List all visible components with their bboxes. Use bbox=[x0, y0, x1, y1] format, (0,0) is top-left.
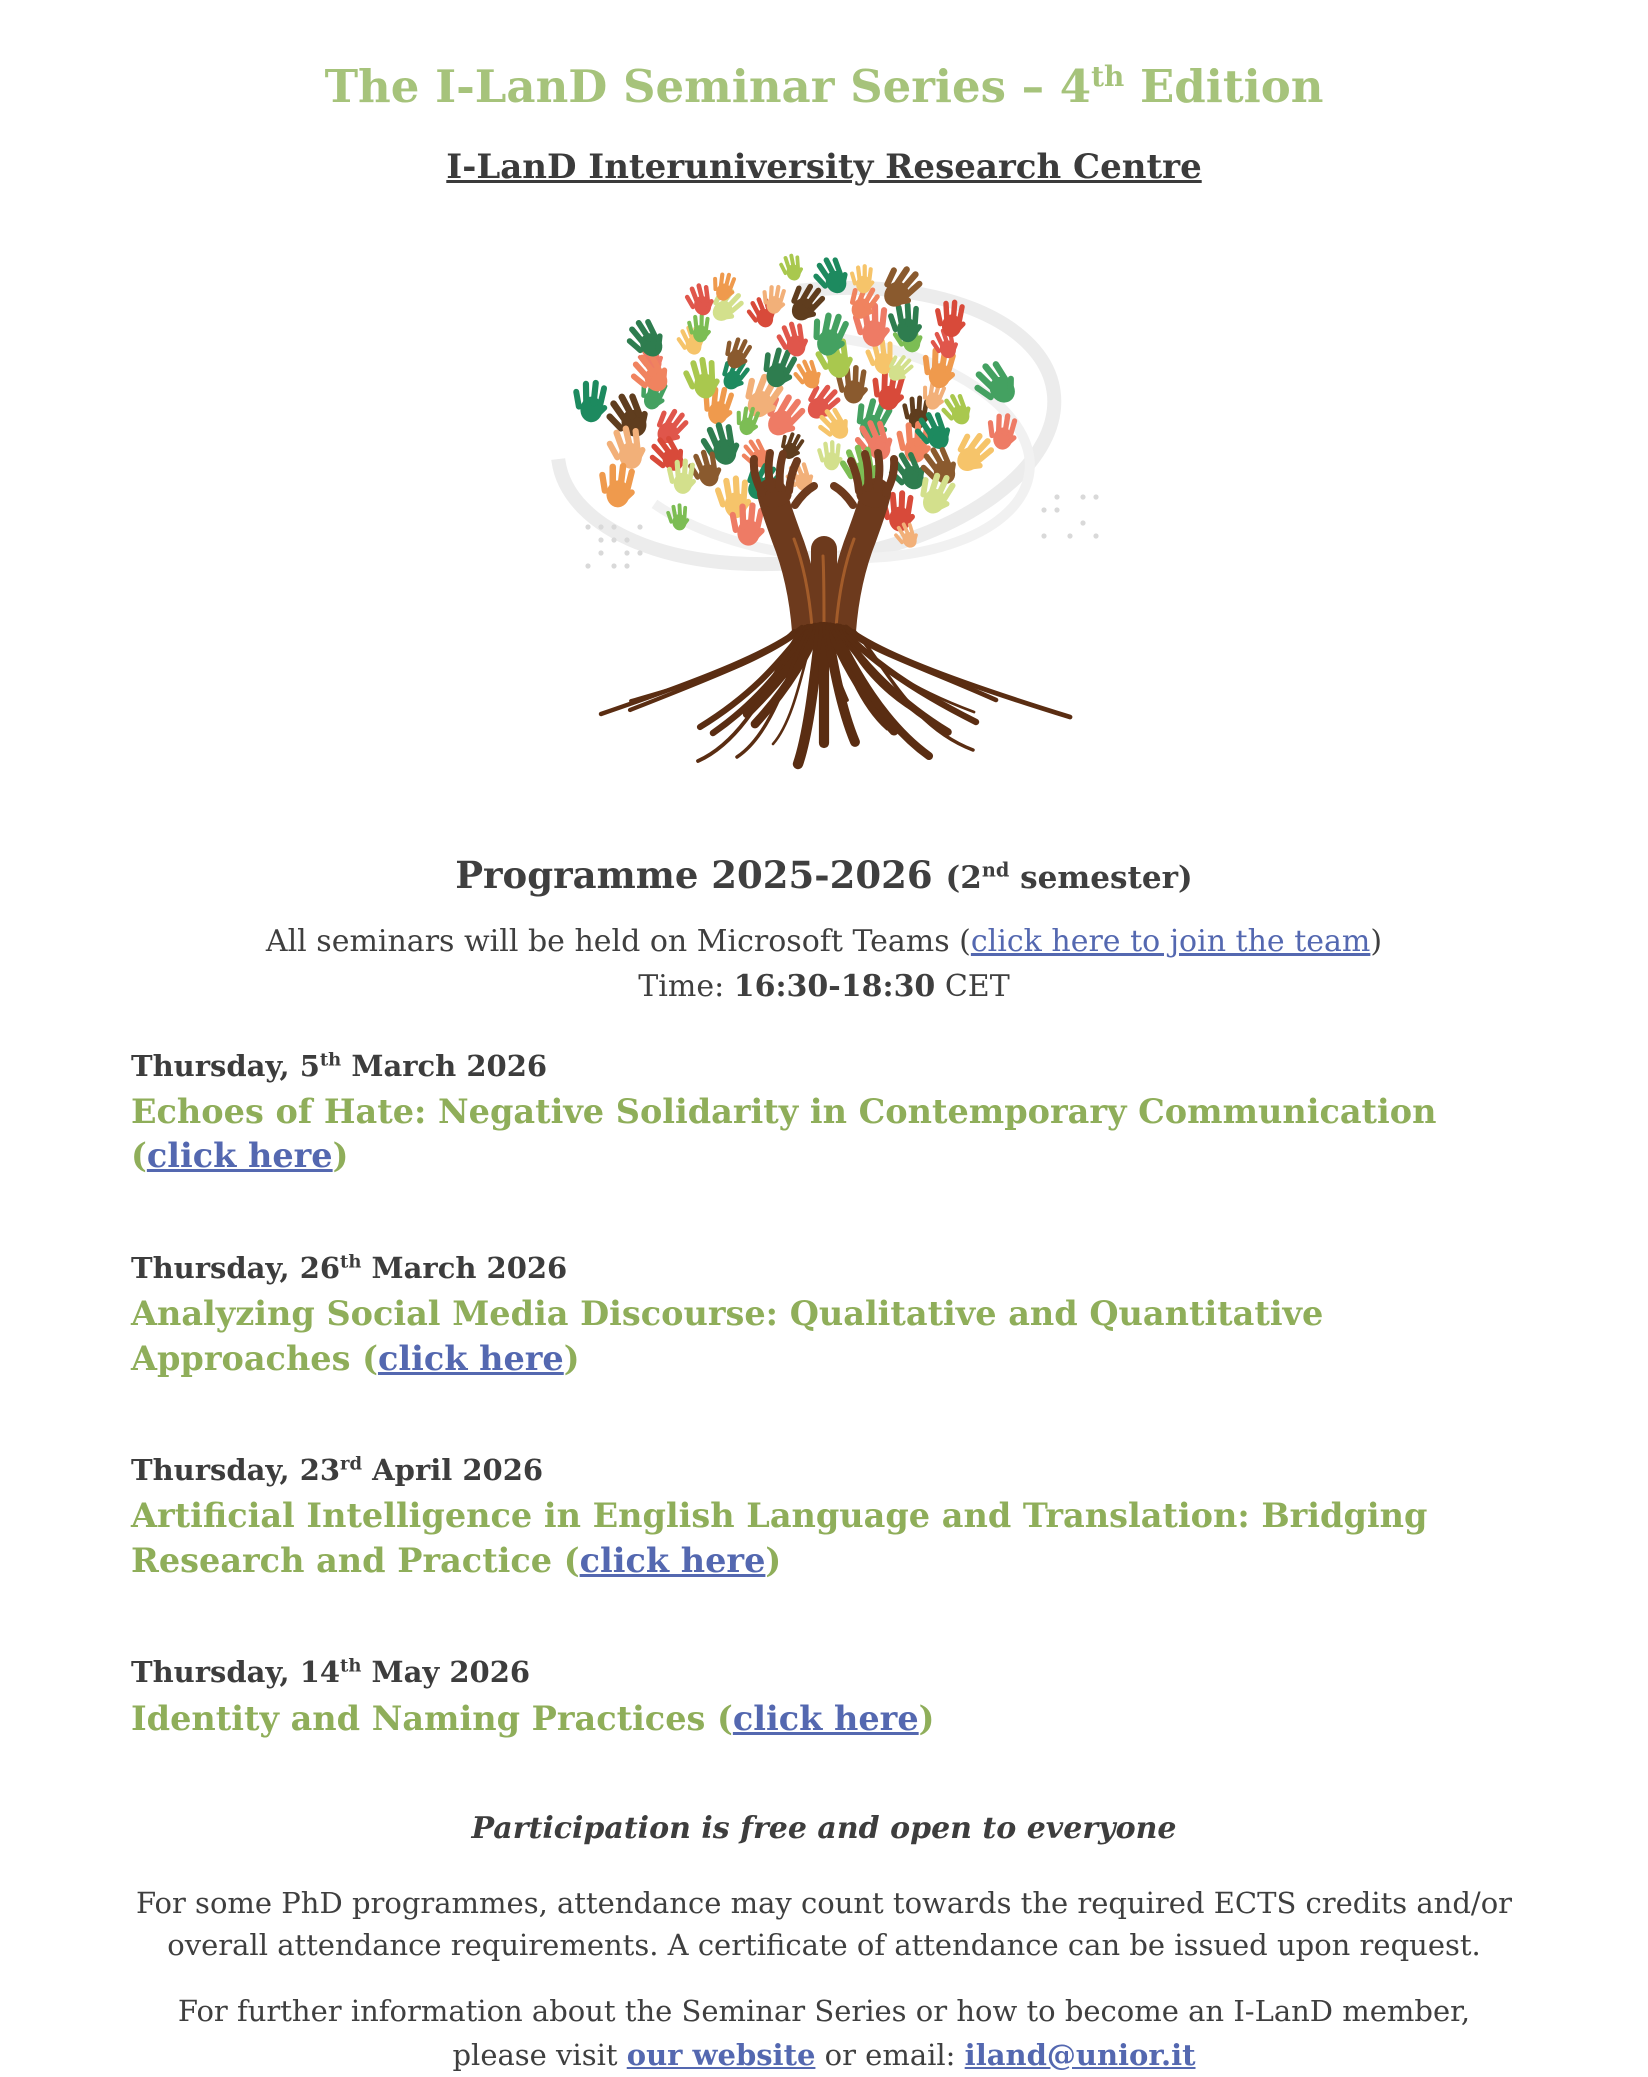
title-text-end: Edition bbox=[1124, 60, 1324, 114]
seminar-title-close: ) bbox=[332, 1136, 349, 1176]
info-text: please visit bbox=[452, 2037, 627, 2072]
seminar-title bbox=[131, 1292, 1517, 1381]
title-ordinal-sup: th bbox=[1091, 60, 1125, 94]
teams-text: All seminars will be held on Microsoft Teams ( bbox=[265, 923, 971, 959]
date-text-end: March 2026 bbox=[341, 1048, 548, 1083]
logo-container bbox=[131, 231, 1517, 791]
seminar-date bbox=[131, 1249, 1517, 1288]
seminar-click-here-link[interactable]: click here bbox=[377, 1338, 564, 1378]
programme-heading bbox=[131, 853, 1517, 897]
programme-heading-main: Programme 2025-2026 bbox=[455, 852, 946, 897]
subtitle bbox=[131, 147, 1517, 187]
seminar-list bbox=[131, 1047, 1517, 1741]
seminar-title-close: ) bbox=[918, 1698, 935, 1738]
seminar-title-text: Echoes of Hate: Negative Solidarity in Contemporary Communication ( bbox=[131, 1091, 1437, 1176]
further-info bbox=[131, 1990, 1517, 2077]
semester-text: semester) bbox=[1009, 859, 1193, 896]
teams-text-close: ) bbox=[1370, 923, 1383, 959]
time-zone: CET bbox=[935, 968, 1010, 1004]
seminar-item-1 bbox=[131, 1047, 1517, 1179]
seminar-title bbox=[131, 1697, 1517, 1742]
participation-note: Participation is free and open to everyone bbox=[471, 1811, 1177, 1847]
date-text-end: March 2026 bbox=[361, 1251, 568, 1286]
teams-sentence bbox=[131, 919, 1517, 964]
seminar-title-text: Artificial Intelligence in English Language and Translation: Bridging Research and Practice ( bbox=[131, 1496, 1428, 1580]
page-title bbox=[131, 58, 1517, 117]
email-link[interactable]: iland@unior.it bbox=[964, 2037, 1196, 2072]
date-text-end: April 2026 bbox=[362, 1453, 544, 1488]
teams-info bbox=[131, 919, 1517, 1009]
seminar-title-text: Analyzing Social Media Discourse: Qualitative and Quantitative Approaches ( bbox=[131, 1294, 1324, 1378]
time-label: Time: bbox=[638, 968, 734, 1004]
seminar-item-2 bbox=[131, 1249, 1517, 1381]
date-ordinal-sup: th bbox=[319, 1049, 342, 1071]
date-text: Thursday, 5 bbox=[131, 1048, 320, 1083]
trunk-hands bbox=[754, 453, 894, 631]
date-text: Thursday, 14 bbox=[131, 1655, 341, 1690]
seminar-click-here-link[interactable]: click here bbox=[732, 1698, 919, 1738]
date-ordinal-sup: rd bbox=[340, 1453, 363, 1475]
seminar-item-3 bbox=[131, 1451, 1517, 1583]
seminar-title bbox=[131, 1494, 1517, 1583]
seminar-title bbox=[131, 1090, 1517, 1179]
seminar-title-close: ) bbox=[765, 1540, 782, 1580]
semester-ordinal-sup: nd bbox=[981, 858, 1010, 882]
title-text: The I-LanD Seminar Series – 4 bbox=[324, 60, 1092, 114]
date-text: Thursday, 23 bbox=[131, 1453, 341, 1488]
tree-of-hands-illustration bbox=[544, 231, 1104, 791]
time-sentence bbox=[131, 964, 1517, 1009]
seminar-click-here-link[interactable]: click here bbox=[579, 1540, 766, 1580]
subtitle-text: I-LanD Interuniversity Research Centre bbox=[446, 146, 1202, 187]
date-text-end: May 2026 bbox=[361, 1655, 531, 1690]
website-link[interactable]: our website bbox=[626, 2037, 816, 2072]
date-ordinal-sup: th bbox=[340, 1251, 362, 1273]
phd-credits-note: For some PhD programmes, attendance may count towards the required ECTS credits and/or overall attendance requirements. A certificate of attendance can be issued upon request. bbox=[135, 1886, 1513, 1963]
semester-paren: (2 bbox=[945, 859, 982, 896]
info-text-mid: or email: bbox=[815, 2037, 965, 2072]
further-info-line1: For further information about the Seminar Series or how to become an I-LanD member, bbox=[177, 1994, 1471, 2029]
roots bbox=[601, 627, 1070, 764]
seminar-title-close: ) bbox=[563, 1338, 580, 1378]
seminar-date bbox=[131, 1047, 1517, 1086]
date-text: Thursday, 26 bbox=[131, 1251, 341, 1286]
seminar-click-here-link[interactable]: click here bbox=[146, 1136, 333, 1176]
seminar-date bbox=[131, 1451, 1517, 1490]
seminar-title-text: Identity and Naming Practices ( bbox=[131, 1698, 733, 1738]
time-value: 16:30-18:30 bbox=[733, 968, 936, 1004]
seminar-date bbox=[131, 1653, 1517, 1692]
programme-heading-semester bbox=[945, 860, 1192, 896]
further-info-line2 bbox=[131, 2034, 1517, 2077]
seminar-item-4 bbox=[131, 1653, 1517, 1741]
date-ordinal-sup: th bbox=[340, 1655, 362, 1677]
join-team-link[interactable]: click here to join the team bbox=[970, 923, 1371, 959]
